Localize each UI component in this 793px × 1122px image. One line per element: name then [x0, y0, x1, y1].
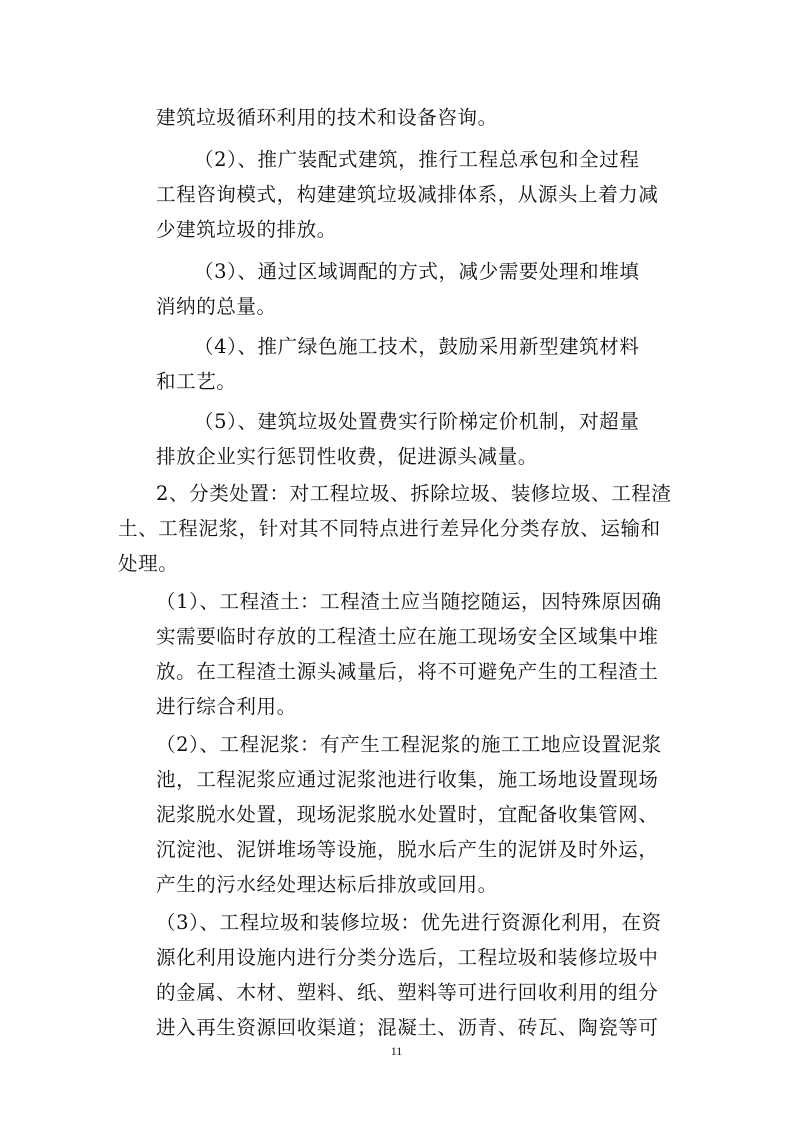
text-line: 放。在工程渣土源头减量后，将不可避免产生的工程渣土 — [156, 660, 659, 683]
text-line: 进行综合利用。 — [156, 695, 297, 718]
text-line: 建筑垃圾循环利用的技术和设备咨询。 — [156, 106, 498, 129]
text-line: 泥浆脱水处置，现场泥浆脱水处置时，宜配备收集管网、 — [156, 803, 659, 826]
text-line: 少建筑垃圾的排放。 — [156, 218, 337, 241]
text-line: 沉淀池、泥饼堆场等设施，脱水后产生的泥饼及时外运， — [156, 838, 659, 861]
text-line: 源化利用设施内进行分类分选后，工程垃圾和装修垃圾中 — [156, 946, 659, 969]
text-line: 产生的污水经处理达标后排放或回用。 — [156, 873, 498, 896]
text-line: 的金属、木材、塑料、纸、塑料等可进行回收利用的组分 — [156, 981, 659, 1004]
text-line: 和工艺。 — [156, 370, 237, 393]
text-line: 进入再生资源回收渠道；混凝土、沥青、砖瓦、陶瓷等可 — [156, 1016, 659, 1039]
text-line: 消纳的总量。 — [156, 295, 277, 318]
text-line: （3）、工程垃圾和装修垃圾：优先进行资源化利用，在资 — [156, 911, 662, 934]
text-line: （1）、工程渣土：工程渣土应当随挖随运，因特殊原因确 — [156, 590, 662, 613]
text-line: 2、分类处置：对工程垃圾、拆除垃圾、装修垃圾、工程渣 — [156, 482, 672, 505]
text-line: 排放企业实行惩罚性收费，促进源头减量。 — [156, 445, 538, 468]
text-line: （3）、通过区域调配的方式，减少需要处理和堆填 — [194, 260, 640, 283]
text-line: （2）、工程泥浆：有产生工程泥浆的施工工地应设置泥浆 — [156, 733, 662, 756]
text-line: 工程咨询模式，构建建筑垃圾减排体系，从源头上着力减 — [156, 183, 659, 206]
page-number: 11 — [390, 1044, 403, 1058]
text-line: （5）、建筑垃圾处置费实行阶梯定价机制，对超量 — [194, 410, 640, 433]
text-line: 实需要临时存放的工程渣土应在施工现场安全区域集中堆 — [156, 625, 659, 648]
text-line: （2）、推广装配式建筑，推行工程总承包和全过程 — [194, 148, 640, 171]
text-line: 土、工程泥浆，针对其不同特点进行差异化分类存放、运输和 — [118, 517, 661, 540]
text-line: 池，工程泥浆应通过泥浆池进行收集，施工场地设置现场 — [156, 768, 659, 791]
text-line: （4）、推广绿色施工技术，鼓励采用新型建筑材料 — [194, 335, 640, 358]
text-line: 处理。 — [118, 552, 179, 575]
